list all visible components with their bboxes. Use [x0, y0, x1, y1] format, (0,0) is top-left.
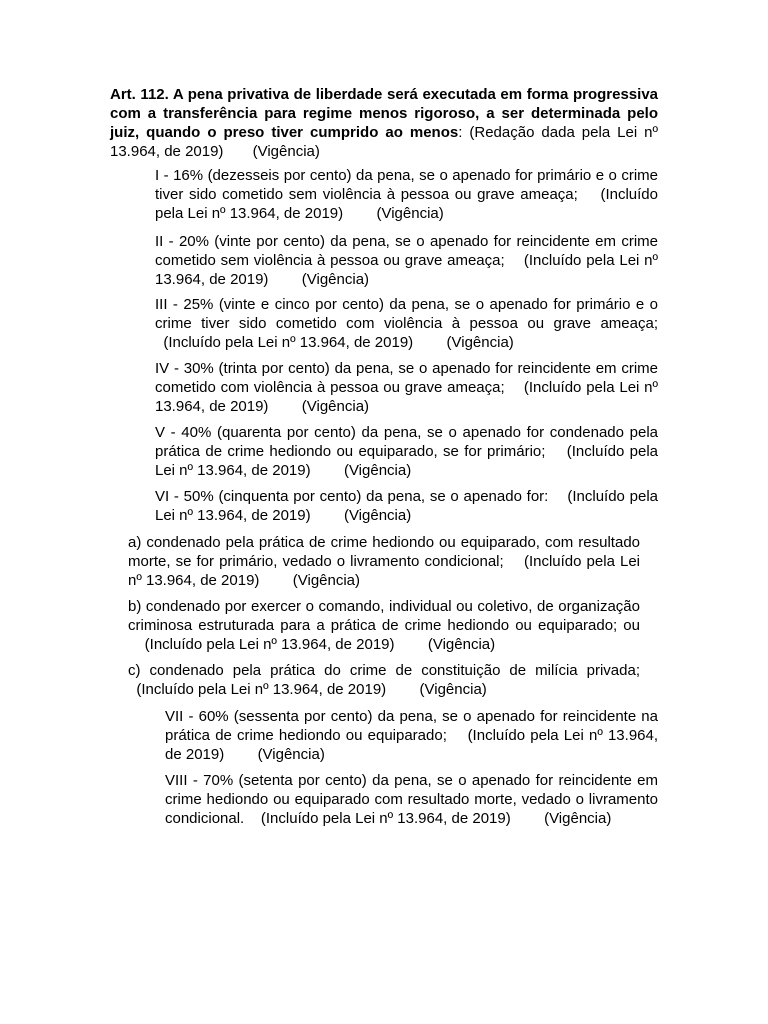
inciso-viii: [165, 771, 658, 828]
inciso-vigencia: (Vigência): [257, 746, 325, 763]
inciso-vii: [165, 707, 658, 764]
inciso-iv: [155, 359, 658, 416]
inciso-vigencia: (Vigência): [343, 462, 412, 479]
inciso-vi: [155, 487, 658, 525]
inciso-note: (Incluído pela Lei nº 13.964, de 2019): [155, 488, 659, 524]
inciso-note: (Incluído pela Lei nº 13.964, de 2019): [165, 727, 659, 763]
inciso-vigencia: (Vigência): [301, 271, 370, 288]
alinea-vigencia: (Vigência): [427, 636, 496, 653]
inciso-i: [155, 166, 658, 223]
article-note: : (Redação dada pela Lei nº 13.964, de 2019): [110, 124, 658, 160]
alinea-vigencia: (Vigência): [419, 681, 487, 698]
inciso-iii: [155, 295, 658, 352]
article-112: [110, 85, 658, 161]
inciso-text: V - 40% (quarenta por cento) da pena, se o apenado for condenado pela prática de crime hediondo ou equiparado, se for primário;: [155, 424, 658, 460]
inciso-note: (Incluído pela Lei nº 13.964, de 2019): [155, 379, 658, 415]
article-vigencia: (Vigência): [252, 143, 320, 160]
inciso-v: [155, 423, 658, 480]
inciso-note: (Incluído pela Lei nº 13.964, de 2019): [155, 443, 658, 479]
inciso-text: II - 20% (vinte por cento) da pena, se o apenado for reincidente em crime cometido sem violência à pessoa ou grave ameaça;: [155, 233, 658, 269]
alinea-note: (Incluído pela Lei nº 13.964, de 2019): [128, 553, 641, 589]
alinea-b: [128, 597, 640, 654]
alinea-note: (Incluído pela Lei nº 13.964, de 2019): [144, 636, 395, 653]
inciso-text: VIII - 70% (setenta por cento) da pena, se o apenado for reincidente em crime hediondo ou equiparado com resultado morte, vedado o livramento condicional.: [165, 772, 658, 827]
inciso-note: (Incluído pela Lei nº 13.964, de 2019): [260, 810, 511, 827]
inciso-ii: [155, 232, 658, 289]
alinea-text: b) condenado por exercer o comando, individual ou coletivo, de organização criminosa estruturada para a prática de crime hediondo ou equiparado; ou: [128, 598, 640, 634]
inciso-note: (Incluído pela Lei nº 13.964, de 2019): [155, 252, 658, 288]
alinea-vigencia: (Vigência): [292, 572, 361, 589]
inciso-vigencia: (Vigência): [446, 334, 514, 351]
inciso-text: I - 16% (dezesseis por cento) da pena, se o apenado for primário e o crime tiver sido cometido sem violência à pessoa ou grave ameaça;: [155, 167, 658, 203]
inciso-vigencia: (Vigência): [376, 205, 444, 222]
alinea-c: [128, 661, 640, 699]
inciso-vigencia: (Vigência): [301, 398, 370, 415]
inciso-note: (Incluído pela Lei nº 13.964, de 2019): [163, 334, 414, 351]
inciso-text: VI - 50% (cinquenta por cento) da pena, se o apenado for:: [155, 488, 549, 505]
inciso-note: (Incluído pela Lei nº 13.964, de 2019): [155, 186, 658, 222]
alinea-a: [128, 533, 640, 590]
inciso-vigencia: (Vigência): [544, 810, 612, 827]
inciso-text: III - 25% (vinte e cinco por cento) da pena, se o apenado for primário e o crime tiver sido cometido com violência à pessoa ou grave ameaça;: [155, 296, 658, 332]
inciso-text: IV - 30% (trinta por cento) da pena, se o apenado for reincidente em crime cometido com violência à pessoa ou grave ameaça;: [155, 360, 658, 396]
article-heading: Art. 112. A pena privativa de liberdade será executada em forma progressiva com a transferência para regime menos rigoroso, a ser determinada pelo juiz, quando o preso tiver cumprido ao menos: [110, 86, 658, 141]
alinea-text: c) condenado pela prática do crime de constituição de milícia privada;: [128, 662, 640, 679]
inciso-vigencia: (Vigência): [343, 507, 412, 524]
alinea-note: (Incluído pela Lei nº 13.964, de 2019): [136, 681, 387, 698]
inciso-text: VII - 60% (sessenta por cento) da pena, se o apenado for reincidente na prática de crime hediondo ou equiparado;: [165, 708, 658, 744]
alinea-text: a) condenado pela prática de crime hediondo ou equiparado, com resultado morte, se for primário, vedado o livramento condicional;: [128, 534, 640, 570]
